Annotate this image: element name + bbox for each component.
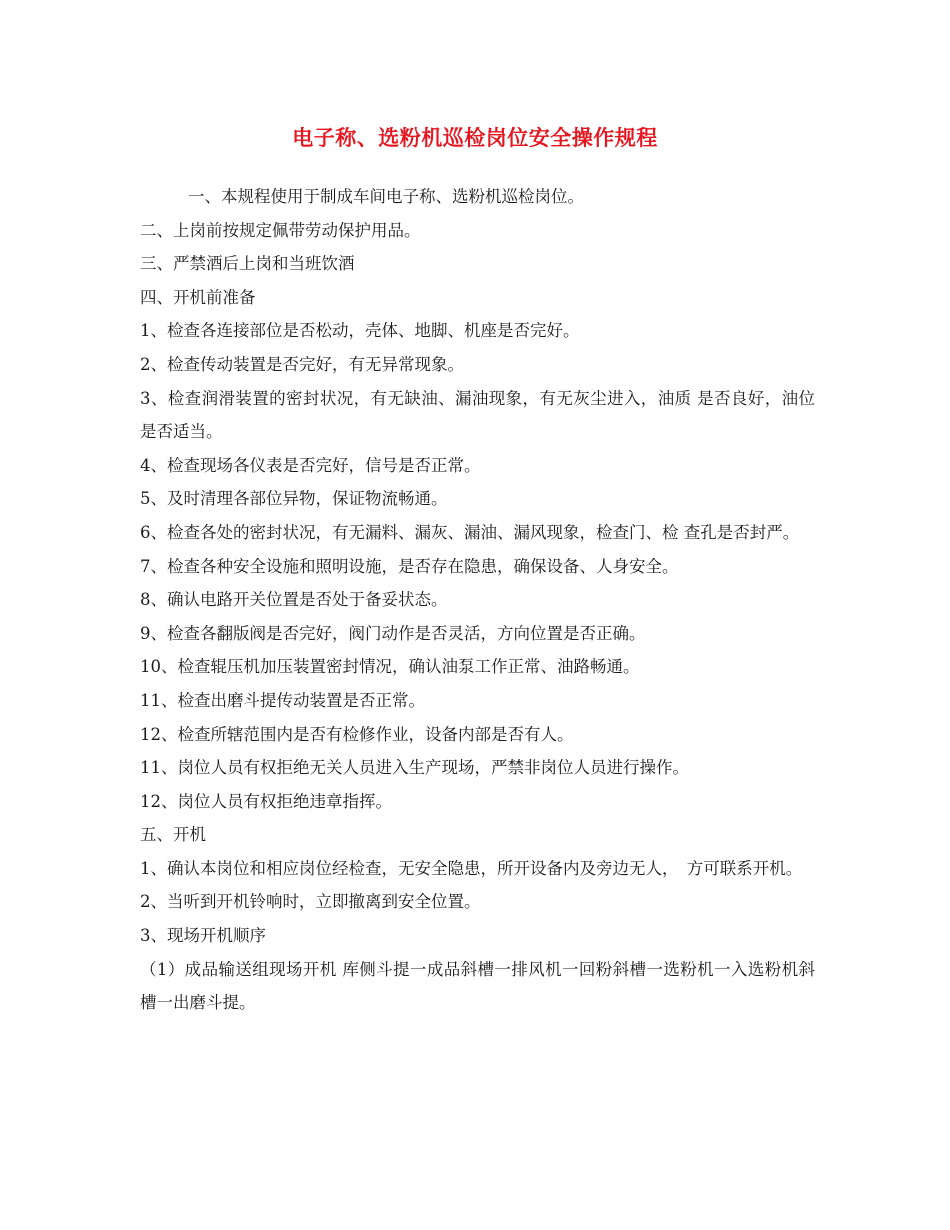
list-item: 3、检查润滑装置的密封状况，有无缺油、漏油现象，有无灰尘进入，油质 是否良好，油位是否适当。 bbox=[140, 388, 815, 442]
paragraph-no-alcohol: 三、严禁酒后上岗和当班饮酒 bbox=[140, 254, 355, 274]
list-item: 6、检查各处的密封状况，有无漏料、漏灰、漏油、漏风现象，检查门、检 查孔是否封严。 bbox=[140, 522, 800, 542]
list-item: 8、确认电路开关位置是否处于备妥状态。 bbox=[140, 590, 448, 610]
list-item: 2、检查传动装置是否完好，有无异常现象。 bbox=[140, 354, 464, 374]
list-item: 11、检查出磨斗提传动装置是否正常。 bbox=[140, 690, 425, 710]
paragraph-ppe: 二、上岗前按规定佩带劳动保护用品。 bbox=[140, 220, 421, 240]
section-heading-start: 五、开机 bbox=[140, 825, 206, 845]
list-item: 10、检查辊压机加压装置密封情况，确认油泵工作正常、油路畅通。 bbox=[140, 657, 640, 677]
list-item: 7、检查各种安全设施和照明设施，是否存在隐患，确保设备、人身安全。 bbox=[140, 556, 679, 576]
list-item: 12、检查所辖范围内是否有检修作业，设备内部是否有人。 bbox=[140, 724, 574, 744]
list-item: 1、检查各连接部位是否松动，壳体、地脚、机座是否完好。 bbox=[140, 321, 580, 341]
list-item: 3、现场开机顺序 bbox=[140, 926, 266, 946]
list-item: （1）成品输送组现场开机 库侧斗提一成品斜槽一排风机一回粉斜槽一选粉机一入选粉机斜槽一出磨斗提。 bbox=[140, 959, 815, 1013]
list-item: 5、及时清理各部位异物，保证物流畅通。 bbox=[140, 489, 448, 509]
paragraph-scope: 一、本规程使用于制成车间电子称、选粉机巡检岗位。 bbox=[188, 187, 584, 206]
list-item: 1、确认本岗位和相应岗位经检查，无安全隐患，所开设备内及旁边无人， 方可联系开机。 bbox=[140, 858, 803, 878]
document-body bbox=[140, 180, 815, 1020]
list-item: 4、检查现场各仪表是否完好，信号是否正常。 bbox=[140, 455, 481, 475]
section-heading-pre-start: 四、开机前准备 bbox=[140, 287, 256, 307]
list-item: 12、岗位人员有权拒绝违章指挥。 bbox=[140, 791, 392, 811]
list-item: 11、岗位人员有权拒绝无关人员进入生产现场，严禁非岗位人员进行操作。 bbox=[140, 758, 689, 778]
list-item: 2、当听到开机铃响时，立即撤离到安全位置。 bbox=[140, 892, 481, 912]
document-title: 电子称、选粉机巡检岗位安全操作规程 bbox=[292, 126, 658, 150]
list-item: 9、检查各翻版阀是否完好，阀门动作是否灵活，方向位置是否正确。 bbox=[140, 623, 646, 643]
